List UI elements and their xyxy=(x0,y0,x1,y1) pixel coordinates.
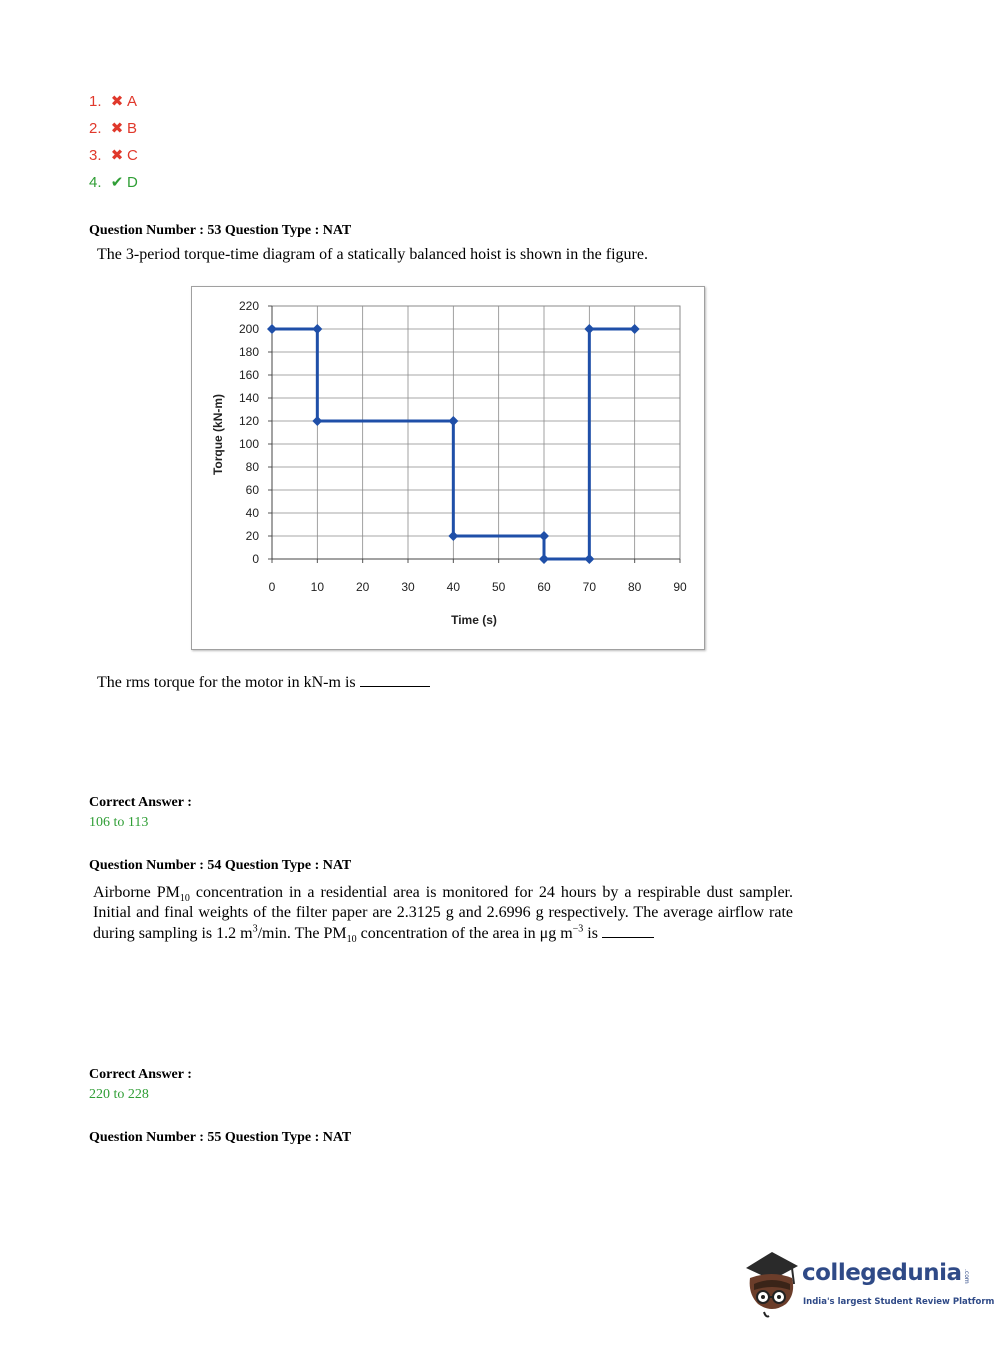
x-tick-label: 70 xyxy=(582,580,597,594)
option-letter: A xyxy=(127,93,138,110)
logo-suffix: .com xyxy=(963,1269,970,1284)
data-point xyxy=(630,324,640,334)
logo-wordmark: collegedunia xyxy=(802,1260,962,1286)
q54-subscript: 10 xyxy=(179,893,190,905)
q54-subscript: 10 xyxy=(346,934,357,946)
y-tick-label: 140 xyxy=(238,391,259,405)
y-tick-label: 60 xyxy=(245,483,259,497)
question-54-header: Question Number : 54 Question Type : NAT xyxy=(89,858,352,873)
x-tick-label: 10 xyxy=(310,580,325,594)
x-tick-label: 90 xyxy=(673,580,687,594)
question-53-header: Question Number : 53 Question Type : NAT xyxy=(89,223,352,238)
y-tick-label: 20 xyxy=(245,529,259,543)
data-point xyxy=(267,324,277,334)
option-number: 4. xyxy=(89,174,102,191)
cross-icon: ✖ xyxy=(110,147,124,164)
question-54-answer: 220 to 228 xyxy=(89,1087,149,1102)
y-tick-label: 120 xyxy=(238,414,259,428)
logo-tagline: India's largest Student Review Platform xyxy=(803,1297,995,1307)
data-point xyxy=(584,554,594,564)
data-point xyxy=(539,554,549,564)
question-53-answer: 106 to 113 xyxy=(89,815,149,830)
mascot-icon xyxy=(742,1250,802,1322)
torque-time-chart xyxy=(191,286,705,650)
question-53-text: The 3-period torque-time diagram of a statically balanced hoist is shown in the figure. xyxy=(97,246,648,263)
x-tick-label: 30 xyxy=(401,580,415,594)
y-tick-label: 220 xyxy=(238,299,259,313)
y-axis-label: Torque (kN-m) xyxy=(211,393,225,476)
data-point xyxy=(584,324,594,334)
answer-blank xyxy=(602,923,654,938)
data-point xyxy=(312,416,322,426)
question-55-header: Question Number : 55 Question Type : NAT xyxy=(89,1130,352,1145)
y-tick-label: 100 xyxy=(238,437,259,451)
data-point xyxy=(539,531,549,541)
cross-icon: ✖ xyxy=(110,93,124,110)
q54-text-part: /min. The PM xyxy=(257,925,347,942)
question-54-answer-label: Correct Answer : xyxy=(89,1067,192,1082)
data-point xyxy=(448,531,458,541)
q54-text-part: concentration in a residential area is monitored for 24 hours by a respirable dust sampler. Initial and final weights of the filter paper are 2.3125 g and 2.6996 g respectively. The average airflow rate during sampling is 1.2 m xyxy=(93,884,794,942)
y-tick-label: 180 xyxy=(238,345,259,359)
y-tick-label: 0 xyxy=(252,552,259,566)
option-number: 2. xyxy=(89,120,102,137)
option-4 xyxy=(89,173,138,191)
data-point xyxy=(448,416,458,426)
question-53-answer-label: Correct Answer : xyxy=(89,795,192,810)
q54-text-part: Airborne PM xyxy=(93,884,180,901)
cross-icon: ✖ xyxy=(110,120,124,137)
x-tick-label: 60 xyxy=(537,580,551,594)
x-tick-label: 0 xyxy=(268,580,276,594)
check-icon: ✔ xyxy=(110,174,124,191)
option-3 xyxy=(89,146,138,164)
answer-blank xyxy=(360,672,430,687)
data-point xyxy=(312,324,322,334)
y-tick-label: 160 xyxy=(238,368,259,382)
y-tick-label: 80 xyxy=(245,460,259,474)
x-axis-label: Time (s) xyxy=(451,613,497,627)
q54-text-part: is xyxy=(583,925,598,942)
question-54-text xyxy=(93,883,793,944)
option-letter: D xyxy=(127,174,138,191)
y-tick-label: 200 xyxy=(238,322,259,336)
x-tick-label: 50 xyxy=(491,580,506,594)
q54-superscript: −3 xyxy=(572,923,584,935)
option-2 xyxy=(89,119,137,137)
option-letter: B xyxy=(127,120,138,137)
question-53-prompt-text: The rms torque for the motor in kN-m is xyxy=(97,674,356,691)
option-number: 1. xyxy=(89,93,102,110)
q54-superscript: 3 xyxy=(252,923,258,935)
x-tick-label: 80 xyxy=(627,580,642,594)
option-1 xyxy=(89,92,137,110)
q54-text-part: concentration of the area in μg m xyxy=(356,925,573,942)
x-tick-label: 40 xyxy=(446,580,461,594)
option-letter: C xyxy=(127,147,138,164)
plot-area xyxy=(272,306,680,559)
chart-svg xyxy=(192,287,704,649)
y-tick-label: 40 xyxy=(245,506,259,520)
collegedunia-logo xyxy=(742,1250,995,1322)
x-tick-label: 20 xyxy=(355,580,370,594)
option-number: 3. xyxy=(89,147,102,164)
question-53-prompt xyxy=(97,672,430,692)
